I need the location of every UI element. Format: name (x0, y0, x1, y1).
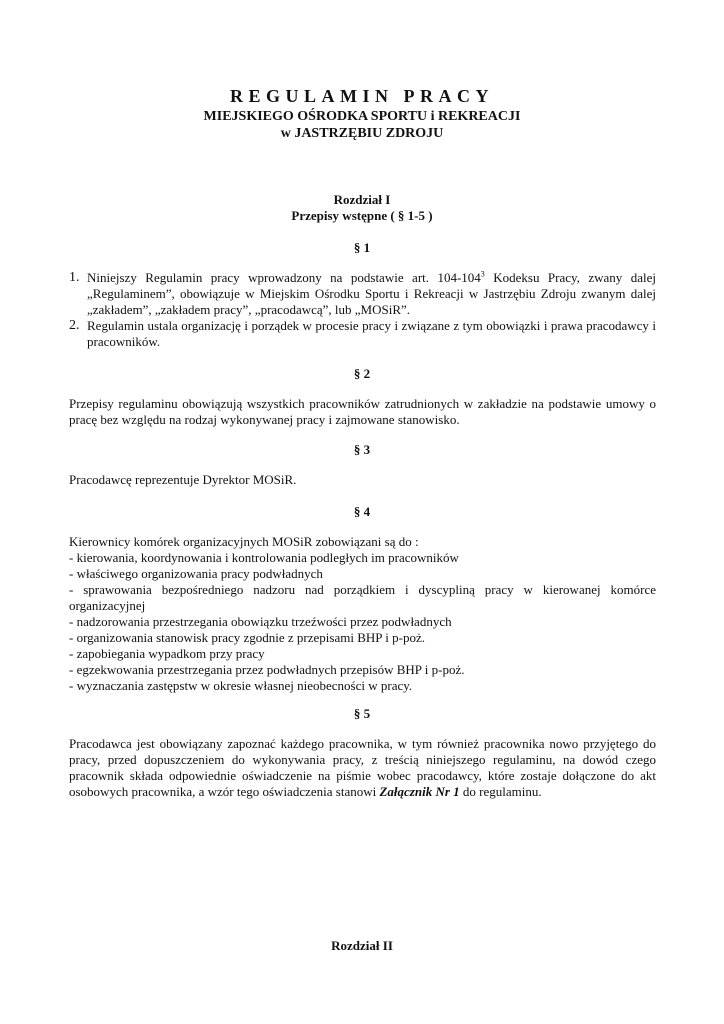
section-4-body (69, 534, 656, 694)
document-subtitle: MIEJSKIEGO OŚRODKA SPORTU i REKREACJI (203, 109, 521, 124)
item-text: Niniejszy Regulamin pracy wprowadzony na podstawie art. $104-104^3$ Kodeksu Pracy, zwany dalej „Regulaminem”, obowiązuje w Miejskim Ośrodku Sportu i Rekreacji w Jastrzębiu Zdroju zwanym dalej „zakładem”, „zakładem pracy”, „pracodawcą”, lub „MOSiR”. (87, 269, 657, 317)
chapter-1-subtitle: Przepisy wstępne ( § 1-5 ) (291, 208, 433, 223)
item-number: 1. (69, 270, 80, 285)
section-1-heading: § 1 (353, 240, 371, 255)
list-item: - nadzorowania przestrzegania obowiązku trzeźwości przez podwładnych (69, 614, 452, 629)
section-1-item (69, 270, 656, 318)
list-item: - egzekwowania przestrzegania przez podwładnych przepisów BHP i p-poż. (69, 662, 465, 677)
item-number: 2. (69, 318, 80, 333)
section-2-heading: § 2 (353, 366, 371, 381)
superscript: 3 (480, 269, 485, 279)
section-1-list (69, 270, 656, 350)
section-5-heading: § 5 (353, 706, 371, 721)
section-3-text: Pracodawcę reprezentuje Dyrektor MOSiR. (69, 472, 297, 487)
section-3-heading: § 3 (353, 442, 371, 457)
document-title: REGULAMIN PRACY (230, 86, 494, 106)
chapter-2-label: Rozdział II (331, 938, 393, 953)
chapter-1-label: Rozdział I (333, 192, 391, 207)
list-item: - kierowania, koordynowania i kontrolowania podległych im pracowników (69, 550, 459, 565)
list-item: - organizowania stanowisk pracy zgodnie z przepisami BHP i p-poż. (69, 630, 425, 645)
attachment-reference: Załącznik Nr 1 (379, 784, 460, 799)
section-4-intro: Kierownicy komórek organizacyjnych MOSiR zobowiązani są do : (69, 534, 419, 549)
section-1-item (69, 318, 656, 350)
section-1-body (69, 270, 656, 350)
list-item: - wyznaczania zastępstw w okresie własnej nieobecności w pracy. (69, 678, 413, 693)
section-2-text: Przepisy regulaminu obowiązują wszystkich pracowników zatrudnionych w zakładzie na podstawie umowy o pracę bez względu na rodzaj wykonywanej pracy i zajmowane stanowisko. (69, 396, 656, 427)
document-subtitle-location: w JASTRZĘBIU ZDROJU (280, 126, 444, 141)
section-5-text: Pracodawca jest obowiązany zapoznać każdego pracownika, w tym również pracownika nowo przyjętego do pracy, przed dopuszczeniem do wykonywania pracy, z treścią niniejszego regulaminu, na dowód czego pracownik składa odpowiednie oświadczenie na piśmie wobec pracodawcy, które zostaje dołączone do akt osobowych pracownika, a wzór tego oświadczenia stanowi Załącznik Nr 1 do regulaminu. (69, 736, 656, 799)
section-4-heading: § 4 (353, 504, 371, 519)
list-item: - właściwego organizowania pracy podwładnych (69, 566, 323, 581)
item-text: Regulamin ustala organizację i porządek w procesie pracy i związane z tym obowiązki i prawa pracodawcy i pracowników. (87, 318, 656, 349)
list-item: - zapobiegania wypadkom przy pracy (69, 646, 265, 661)
list-item: - sprawowania bezpośredniego nadzoru nad porządkiem i dyscypliną pracy w kierowanej komórce organizacyjnej (69, 582, 656, 613)
